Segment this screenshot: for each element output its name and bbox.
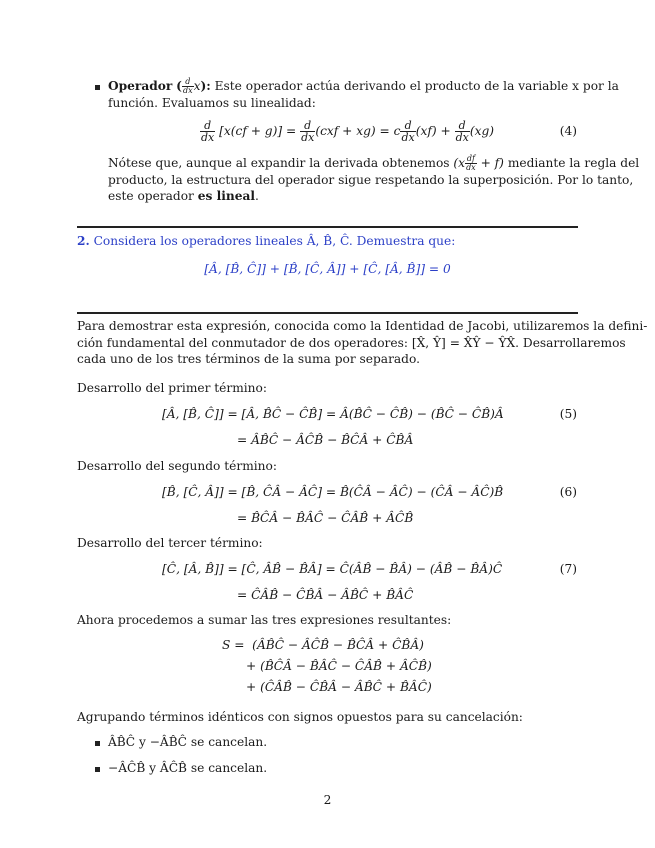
sum-heading: Ahora procedemos a sumar las tres expresiones resultantes: (77, 613, 452, 627)
equation-number-7: (7) (559, 562, 577, 576)
intro-line2: ción fundamental del conmutador de dos operadores: [X̂, Ŷ] = X̂Ŷ − ŶX̂. Desarrollaremos (77, 336, 626, 350)
cancel-item-2: −ÂĈB̂ y ÂĈB̂ se cancelan. (108, 761, 268, 775)
sum-line1: S = (ÂB̂Ĉ − ÂĈB̂ − B̂ĈÂ + ĈB̂Â) (222, 638, 424, 652)
equation-5-line2: = ÂB̂Ĉ − ÂĈB̂ − B̂ĈÂ + ĈB̂Â (237, 433, 414, 447)
problem-top-rule (77, 226, 578, 228)
note-line2: producto, la estructura del operador sigue respetando la superposición. Por lo tanto, (108, 173, 634, 187)
page-number: 2 (323, 793, 332, 807)
bullet-marker (95, 741, 100, 746)
note-line3: este operador es lineal. (108, 189, 259, 203)
operator-bullet-line2: función. Evaluamos su linealidad: (108, 96, 316, 110)
equation-5-line1: [Â, [B̂, Ĉ]] = [Â, B̂Ĉ − ĈB̂] = Â(B̂Ĉ − ĈB̂) − (B̂Ĉ − ĈB̂)Â (162, 407, 504, 421)
equation-4: $\frac{d}{dx}$ [x(cf + g)] = $\frac{d}{dx}$ (cxf + xg) = c $\frac{d}{dx}$ (xf) + $\frac{d}{dx}$ (xg) (201, 119, 495, 144)
operator-fraction: $\frac{d}{dx}$ (182, 77, 193, 95)
note-line1: Nótese que, aunque al expandir la derivada obtenemos (x $\frac{df}{dx}$ + f) mediante la regla del (108, 154, 640, 172)
intro-line1: Para demostrar esta expresión, conocida como la Identidad de Jacobi, utilizaremos la defini- (77, 319, 648, 333)
group-heading: Agrupando términos idénticos con signos opuestos para su cancelación: (77, 710, 523, 724)
bullet-marker (95, 767, 100, 772)
bullet-marker (95, 85, 100, 90)
equation-7-line2: = ĈÂB̂ − ĈB̂Â − ÂB̂Ĉ + B̂ÂĈ (237, 588, 414, 602)
sum-line2: + (B̂ĈÂ − B̂ÂĈ − ĈÂB̂ + ÂĈB̂) (246, 659, 432, 673)
sum-line3: + (ĈÂB̂ − ĈB̂Â − ÂB̂Ĉ + B̂ÂĈ) (246, 680, 432, 694)
operator-heading: Operador (108, 79, 173, 93)
operator-bullet-line1: Operador ( $\frac{d}{dx}$ x): Este operador actúa derivando el producto de la variable x por la (108, 77, 619, 95)
lineal-conclusion: es lineal (197, 189, 256, 203)
problem-bottom-rule (77, 312, 578, 314)
equation-number-6: (6) (559, 485, 577, 499)
term3-heading: Desarrollo del tercer término: (77, 536, 263, 550)
equation-number-4: (4) (559, 124, 577, 138)
cancel-item-1: ÂB̂Ĉ y −ÂB̂Ĉ se cancelan. (108, 735, 268, 749)
intro-line3: cada uno de los tres términos de la suma por separado. (77, 352, 420, 366)
problem-number: 2. (77, 234, 90, 248)
equation-6-line2: = B̂ĈÂ − B̂ÂĈ − ĈÂB̂ + ÂĈB̂ (237, 511, 414, 525)
equation-6-line1: [B̂, [Ĉ, Â]] = [B̂, ĈÂ − ÂĈ] = B̂(ĈÂ − ÂĈ) − (ĈÂ − ÂĈ)B̂ (162, 485, 504, 499)
operator-description: Este operador actúa derivando el producto de la variable x por la (214, 79, 619, 93)
equation-7-line1: [Ĉ, [Â, B̂]] = [Ĉ, ÂB̂ − B̂Â] = Ĉ(ÂB̂ − B̂Â) − (ÂB̂ − B̂Â)Ĉ (162, 562, 503, 576)
term1-heading: Desarrollo del primer término: (77, 381, 267, 395)
problem-statement: 2. Considera los operadores lineales Â, B̂, Ĉ. Demuestra que: (77, 234, 456, 248)
term2-heading: Desarrollo del segundo término: (77, 459, 277, 473)
equation-number-5: (5) (559, 407, 577, 421)
problem-equation: [Â, [B̂, Ĉ]] + [B̂, [Ĉ, Â]] + [Ĉ, [Â, B̂]] = 0 (204, 262, 451, 276)
